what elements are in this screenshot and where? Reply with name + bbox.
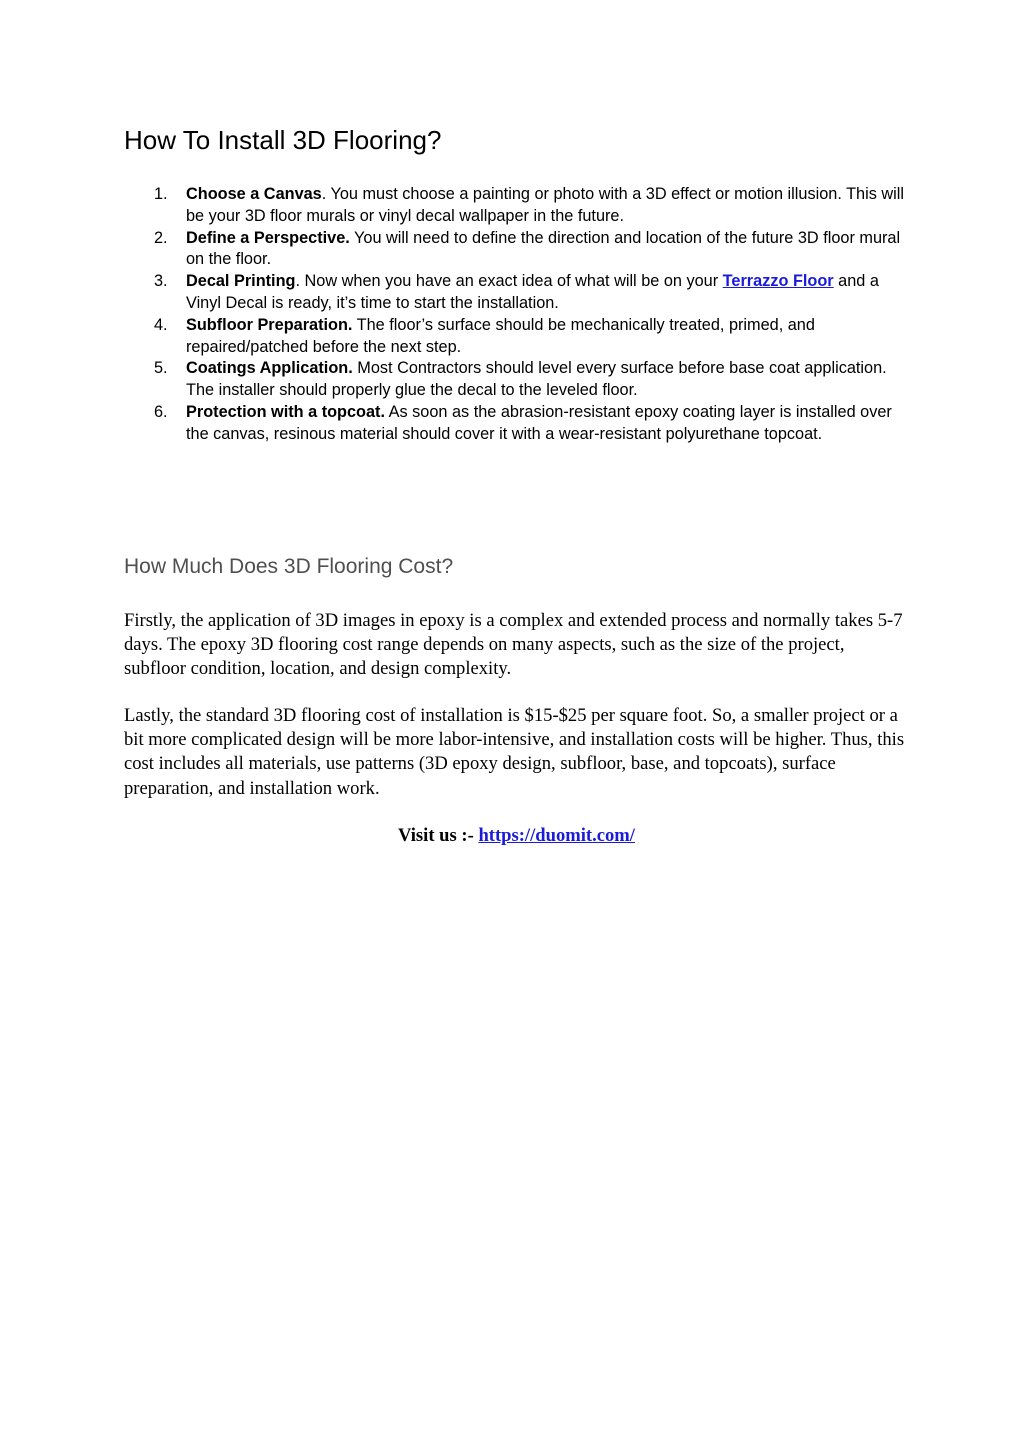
step-number: 1. [154,185,168,203]
step-title: Choose a Canvas [186,185,322,203]
list-item [124,271,904,315]
step-text: As soon as the abrasion-resistant epoxy coating layer is installed over the canvas, resinous material should cover it with a wear-resistant polyurethane topcoat. [186,402,892,443]
step-title: Protection with a topcoat. [186,402,386,421]
step-title: Decal Printing [186,272,296,291]
step-text: . Now when you have an exact idea of what will be on your [295,272,723,291]
step-title: Coatings Application. [186,359,353,378]
visit-us-line [124,824,909,848]
list-item [124,228,904,272]
list-item [124,315,904,359]
list-item [124,358,904,402]
step-title: Subfloor Preparation. [186,315,353,334]
step-number: 2. [154,228,168,247]
step-number: 6. [154,402,168,421]
step-text: . You must choose a painting or photo with a 3D effect or motion illusion. This will be your 3D floor murals or vinyl decal wallpaper in the future. [186,185,904,225]
list-item [124,184,904,228]
install-steps-list [124,184,904,446]
visit-us-label: Visit us :- [398,825,479,846]
terrazzo-floor-link[interactable]: Terrazzo Floor [722,272,834,291]
cost-heading: How Much Does 3D Flooring Cost? [124,555,454,578]
step-number: 4. [154,315,168,334]
cost-paragraph-2: Lastly, the standard 3D flooring cost of installation is $15-$25 per square foot. So, a smaller project or a bit more complicated design will be more labor-intensive, and installation costs will be higher. Thus, this cost includes all materials, use patterns (3D epoxy design, subfloor, base, and topcoats), surface preparation, and installation work. [124,705,905,799]
step-number: 3. [154,272,168,291]
cost-paragraph-1: Firstly, the application of 3D images in epoxy is a complex and extended process and normally takes 5-7 days. The epoxy 3D flooring cost range depends on many aspects, such as the size of the project, subfloor condition, location, and design complexity. [124,610,903,680]
step-text: You will need to define the direction and location of the future 3D floor mural on the floor. [186,228,901,269]
step-title: Define a Perspective. [186,228,350,247]
install-heading: How To Install 3D Flooring? [124,125,442,155]
step-text: Most Contractors should level every surface before base coat application. The installer should properly glue the decal to the leveled floor. [186,359,887,400]
list-item [124,402,904,446]
duomit-website-link[interactable]: https://duomit.com/ [478,825,635,846]
step-number: 5. [154,359,168,378]
step-text: and a Vinyl Decal is ready, it’s time to start the installation. [186,272,879,312]
step-text: The floor’s surface should be mechanically treated, primed, and repaired/patched before the next step. [186,315,815,356]
